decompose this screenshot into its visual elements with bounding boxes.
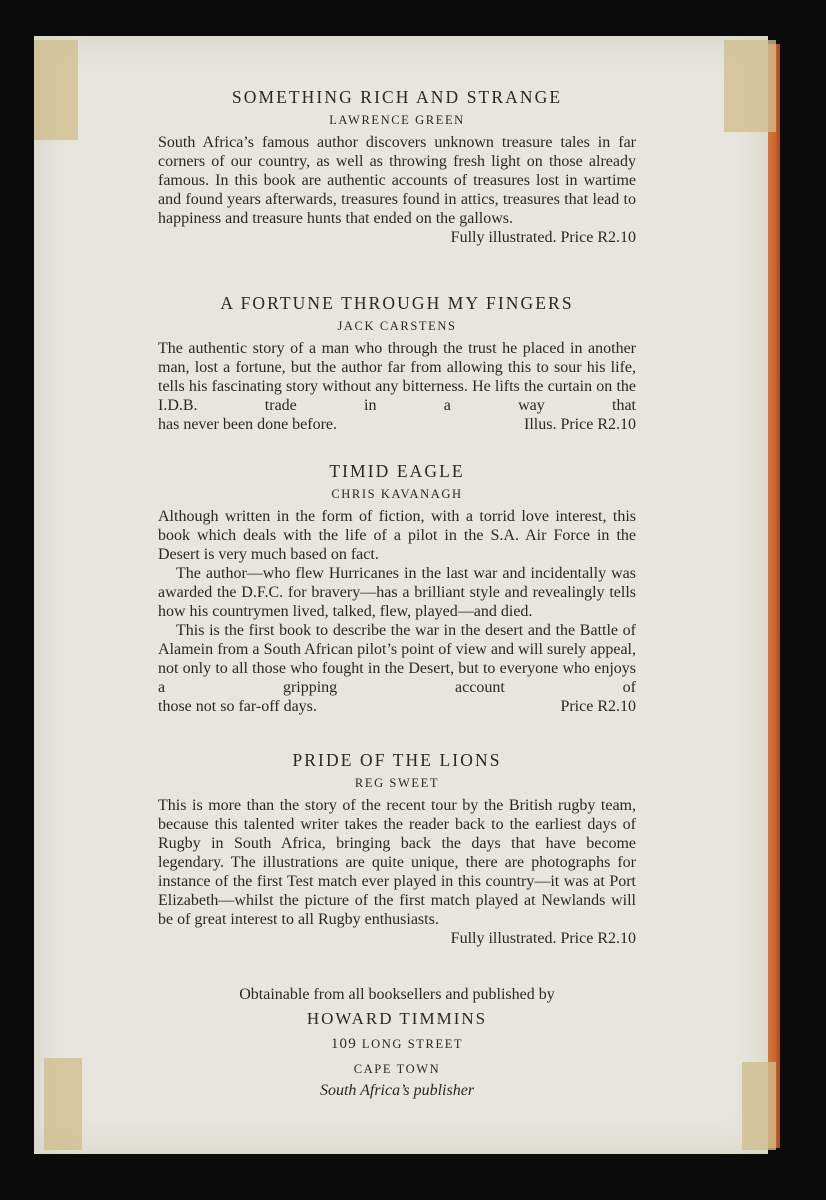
publisher-city: CAPE TOWN — [353, 1062, 441, 1076]
book-description-paragraph-2: The author—who flew Hurricanes in the last war and incidentally was awarded the D.F.C. for bravery—has a brilliant style and revealingly tells how his countrymen lived, talked, flew, played—and died. — [158, 565, 636, 620]
book-description: This is more than the story of the recent tour by the British rugby team, because this talented writer takes the reader back to the earliest days of Rugby in South Africa, bringing back the days that have become legendary. The illustrations are quite unique, there are photographs for instance of the first Test match ever played in this country—it was at Port Elizabeth—whilst the picture of the first match played at Newlands will be of great interest to all Rugby enthusiasts. — [158, 797, 636, 928]
book-entry-a-fortune-through-my-fingers — [158, 292, 636, 434]
book-author: CHRIS KAVANAGH — [331, 487, 463, 501]
book-price: Price R2.10 — [560, 698, 636, 715]
book-author: JACK CARSTENS — [337, 319, 457, 333]
tape-bottom-right — [742, 1062, 776, 1150]
book-title: TIMID EAGLE — [329, 461, 465, 481]
publisher-tagline: South Africa’s publisher — [319, 1082, 475, 1099]
book-title: A FORTUNE THROUGH MY FINGERS — [220, 293, 574, 313]
book-author: REG SWEET — [354, 776, 440, 790]
publisher-street — [158, 1033, 636, 1055]
book-price: Illus. Price R2.10 — [524, 416, 636, 433]
book-entry-pride-of-the-lions — [158, 749, 636, 948]
book-description-last-line — [158, 697, 636, 716]
street-number: 109 — [330, 1036, 357, 1052]
book-description-last-line — [158, 415, 636, 434]
book-title: SOMETHING RICH AND STRANGE — [231, 87, 563, 107]
book-entry-timid-eagle — [158, 460, 636, 716]
book-description-end: has never been done before. — [158, 416, 338, 433]
book-description-paragraph-1: Although written in the form of fiction, with a torrid love interest, this book which deals with the life of a pilot in the S.A. Air Force in the Desert is very much based on fact. — [158, 508, 636, 563]
book-price: Fully illustrated. Price R2.10 — [450, 930, 636, 947]
book-description-paragraph-3: This is the first book to describe the war in the desert and the Battle of Alamein from a South African pilot’s point of view and will surely appeal, not only to all those who fought in the Desert, but to everyone who enjoys a gripping account of — [158, 622, 636, 696]
book-description-end: those not so far-off days. — [158, 698, 317, 715]
tape-bottom-left — [44, 1058, 82, 1150]
tape-top-right — [724, 40, 776, 132]
book-description: The authentic story of a man who through the trust he placed in another man, lost a fortune, but the author far from allowing this to sour his life, tells his fascinating story without any bitterness. He lifts the curtain on the I.D.B. trade in a way that — [158, 340, 636, 414]
book-price: Fully illustrated. Price R2.10 — [450, 229, 636, 246]
book-title: PRIDE OF THE LIONS — [292, 750, 502, 770]
book-author: LAWRENCE GREEN — [329, 113, 465, 127]
book-entry-something-rich-and-strange — [158, 86, 636, 247]
publisher-name: HOWARD TIMMINS — [306, 1009, 488, 1028]
publisher-block — [158, 984, 636, 1102]
tape-top-left — [34, 40, 78, 140]
publisher-intro: Obtainable from all booksellers and published by — [239, 986, 555, 1003]
street-name: LONG STREET — [361, 1037, 464, 1051]
spine-edge — [768, 44, 780, 1148]
book-description: South Africa’s famous author discovers unknown treasure tales in far corners of our country, as well as throwing fresh light on those already famous. In this book are authentic accounts of treasures lost in wartime and found years afterwards, treasures found in attics, treasures that lead to happiness and treasure hunts that ended on the gallows. — [158, 134, 636, 227]
